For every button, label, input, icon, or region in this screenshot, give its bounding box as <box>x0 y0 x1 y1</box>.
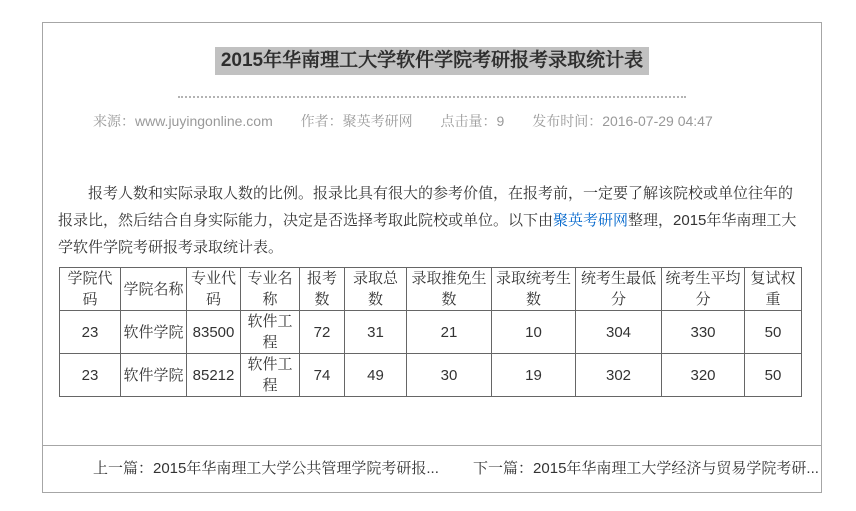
header-min-score: 统考生最低分 <box>576 268 662 311</box>
meta-source: 来源：www.juyingonline.com <box>93 113 273 129</box>
table-cell: 23 <box>60 354 121 397</box>
dotted-divider <box>178 96 686 98</box>
meta-publish-time: 发布时间：2016-07-29 04:47 <box>532 113 713 129</box>
table-cell: 30 <box>407 354 492 397</box>
table-cell: 软件工程 <box>241 311 300 354</box>
intro-text-before: 报考人数和实际录取人数的比例。报录比具有很大的参考价值，在报考前，一定要了解该院校或单位往年的报录比，然后结合自身实际能力，决定是否选择考取此院校或单位。以下由 <box>58 185 794 229</box>
table-cell: 软件学院 <box>121 311 187 354</box>
table-cell: 50 <box>745 311 802 354</box>
juying-site-link[interactable]: 聚英考研网 <box>553 212 629 229</box>
header-total-admitted: 录取总数 <box>345 268 407 311</box>
title-row <box>43 47 821 75</box>
table-cell: 软件工程 <box>241 354 300 397</box>
table-cell: 330 <box>662 311 745 354</box>
article-meta <box>43 111 821 131</box>
table-cell: 74 <box>300 354 345 397</box>
table-cell: 10 <box>492 311 576 354</box>
next-article-link[interactable]: 下一篇：2015年华南理工大学经济与贸易学院考研... <box>473 460 819 477</box>
table-cell: 软件学院 <box>121 354 187 397</box>
table-cell: 85212 <box>187 354 241 397</box>
table-cell: 304 <box>576 311 662 354</box>
header-avg-score: 统考生平均分 <box>662 268 745 311</box>
page-title: 2015年华南理工大学软件学院考研报考录取统计表 <box>215 47 649 75</box>
meta-hits: 点击量：9 <box>440 113 505 129</box>
table-cell: 21 <box>407 311 492 354</box>
table-header-row <box>60 268 802 311</box>
admission-stats-table <box>59 267 802 397</box>
meta-author: 作者：聚英考研网 <box>300 113 413 129</box>
table-cell: 19 <box>492 354 576 397</box>
footer-nav <box>43 445 821 492</box>
header-major-name: 专业名称 <box>241 268 300 311</box>
header-exempt-admitted: 录取推免生数 <box>407 268 492 311</box>
header-college-code: 学院代码 <box>60 268 121 311</box>
table-cell: 72 <box>300 311 345 354</box>
header-exam-admitted: 录取统考生数 <box>492 268 576 311</box>
header-retest-weight: 复试权重 <box>745 268 802 311</box>
table-row <box>60 354 802 397</box>
table-cell: 49 <box>345 354 407 397</box>
article-container <box>42 22 822 493</box>
table-cell: 320 <box>662 354 745 397</box>
table-cell: 31 <box>345 311 407 354</box>
table-row <box>60 311 802 354</box>
prev-article-link[interactable]: 上一篇：2015年华南理工大学公共管理学院考研报... <box>93 460 439 477</box>
header-college-name: 学院名称 <box>121 268 187 311</box>
intro-paragraph <box>58 180 806 261</box>
table-cell: 23 <box>60 311 121 354</box>
table-cell: 302 <box>576 354 662 397</box>
table-cell: 50 <box>745 354 802 397</box>
header-applicants: 报考数 <box>300 268 345 311</box>
header-major-code: 专业代码 <box>187 268 241 311</box>
table-cell: 83500 <box>187 311 241 354</box>
intro-text-after: 整理，2015年华南理工大学软件学院考研报考录取统计表。 <box>58 212 797 256</box>
